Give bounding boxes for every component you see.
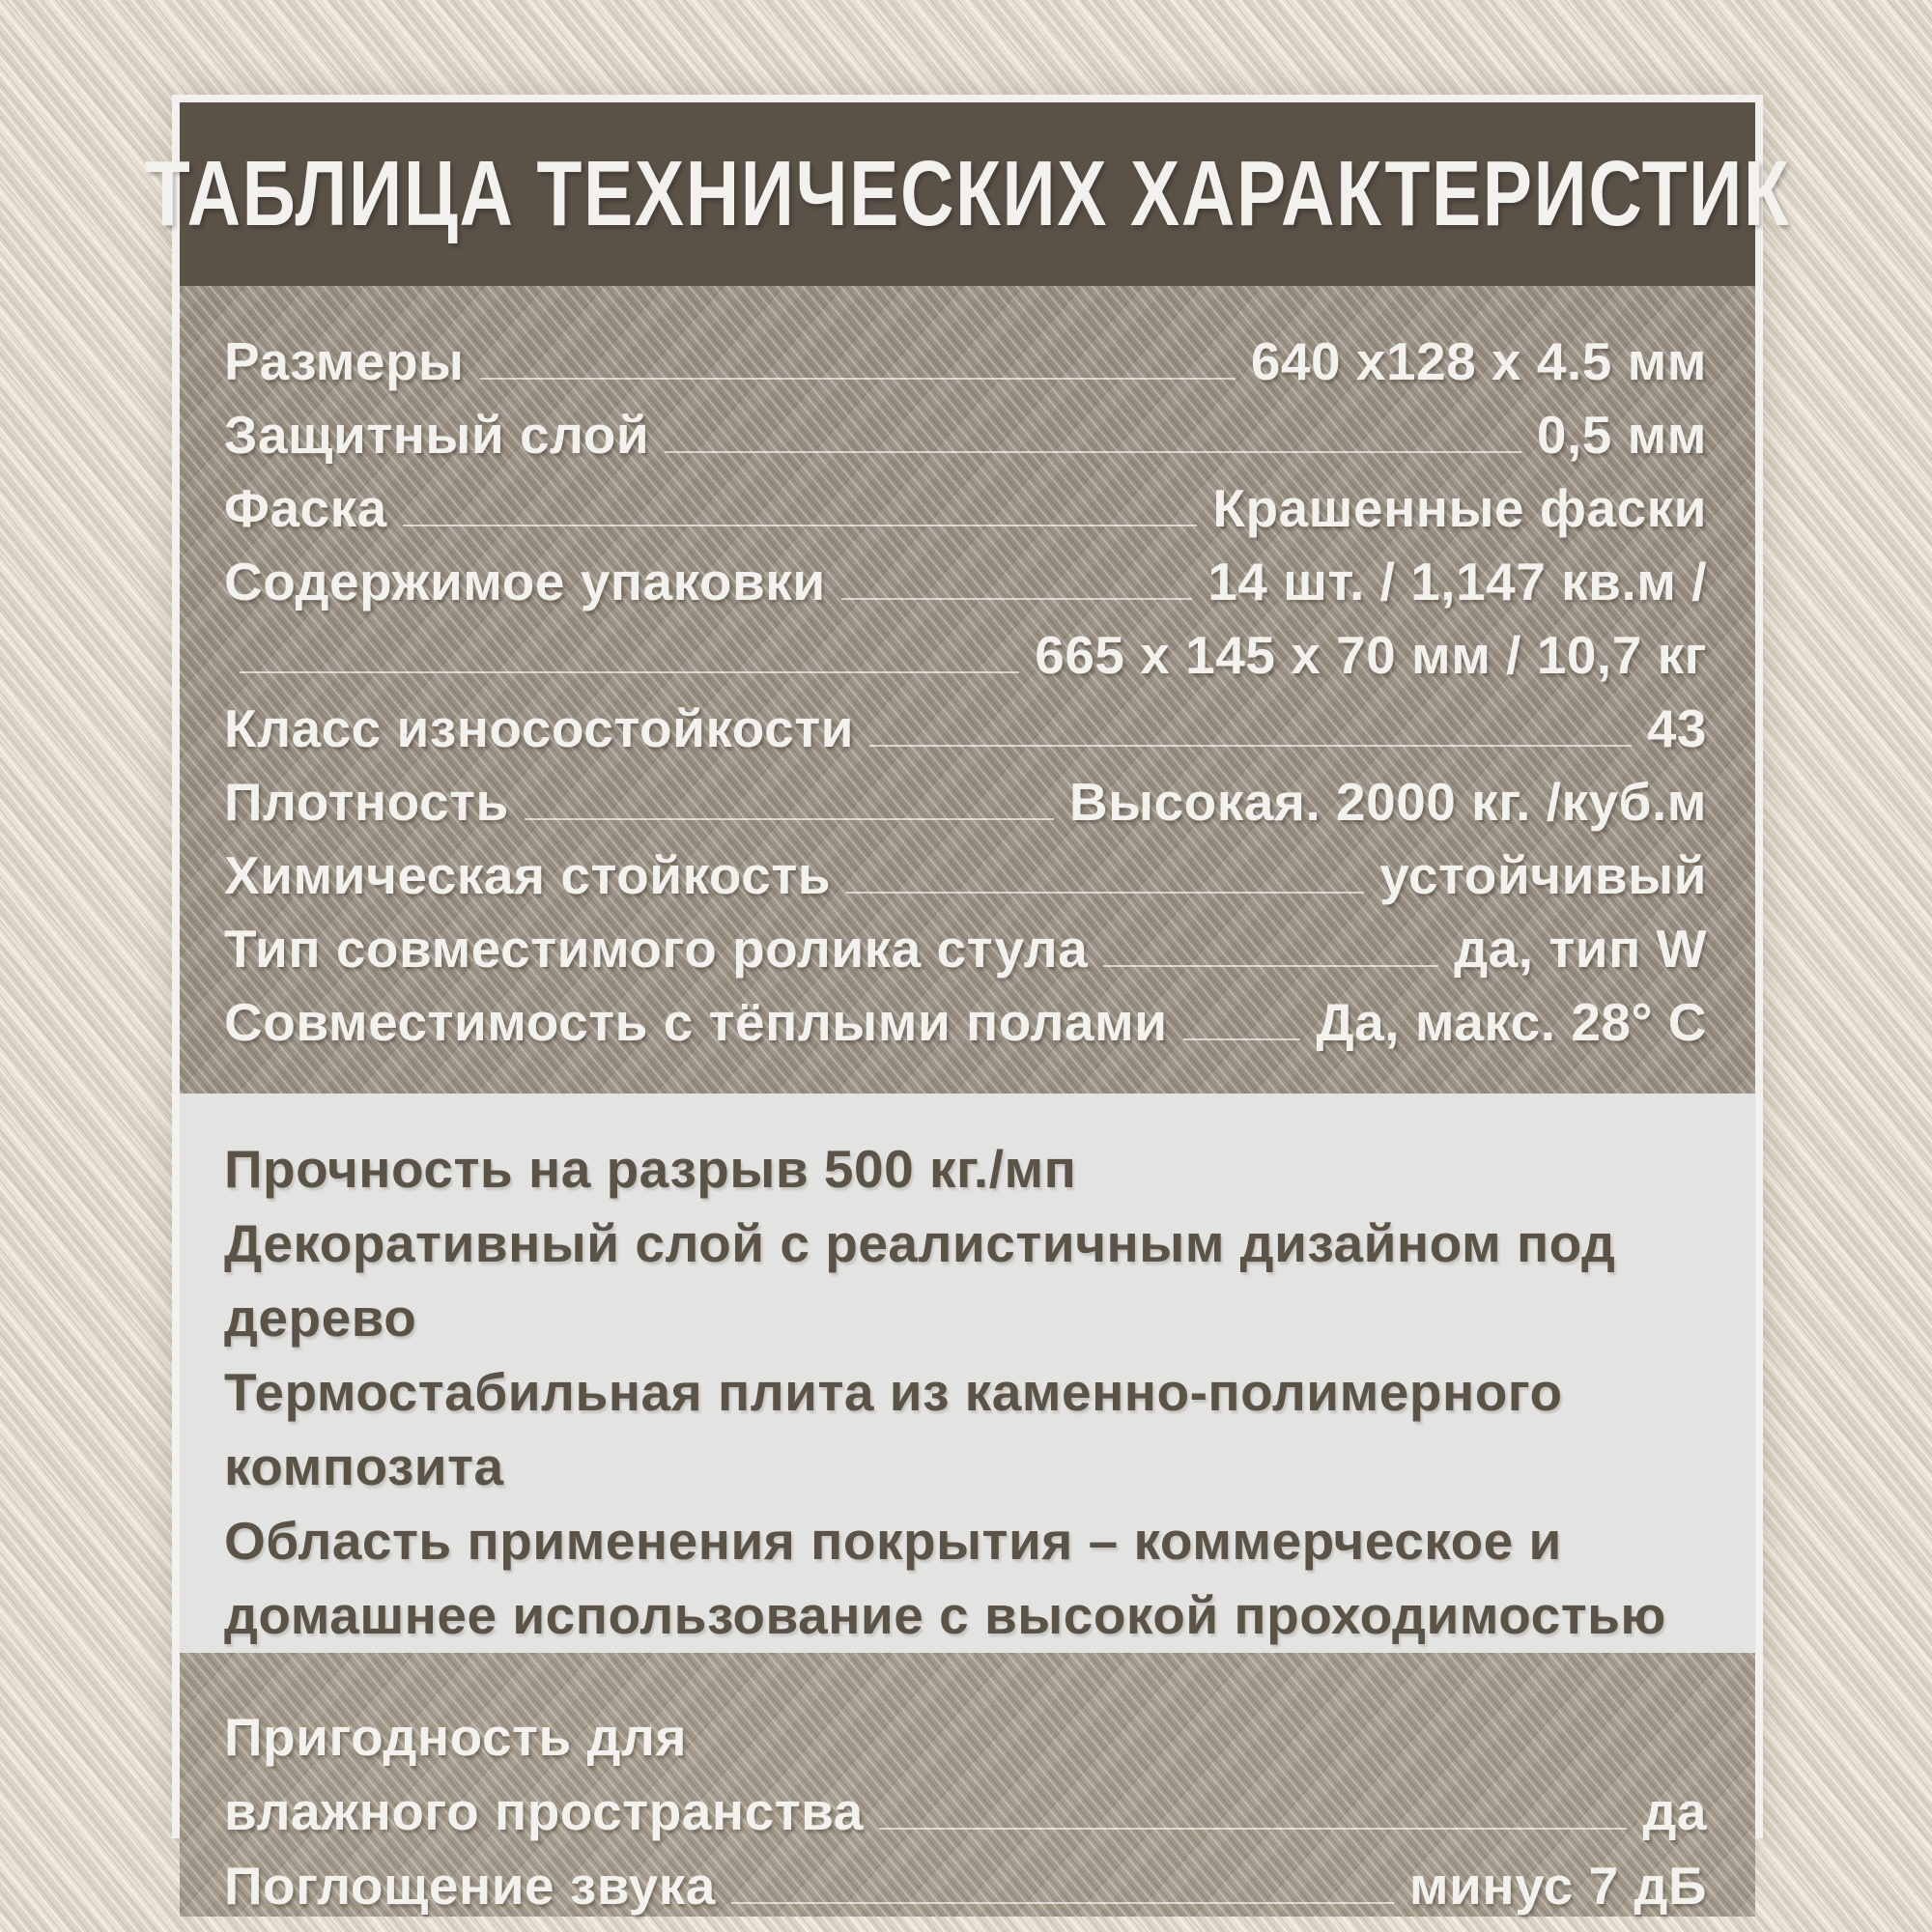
spec-value: Да, макс. 28° С xyxy=(1316,992,1707,1052)
spec-value: 665 х 145 х 70 мм / 10,7 кг xyxy=(1035,625,1707,685)
spec-row-underfloor-heating xyxy=(224,980,1707,1053)
spec-value: 14 шт. / 1,147 кв.м / xyxy=(1208,552,1707,611)
spec-row-sound-absorption xyxy=(224,1842,1707,1917)
spec-row-density xyxy=(224,759,1707,833)
leader-line xyxy=(525,818,1054,820)
spec-value: 640 х128 х 4.5 мм xyxy=(1250,331,1707,391)
specs-section xyxy=(180,286,1755,1094)
leader-line xyxy=(480,378,1236,380)
leader-line xyxy=(240,671,1019,673)
spec-value: Крашенные фаски xyxy=(1212,478,1707,538)
spec-label: Химическая стойкость xyxy=(224,845,832,905)
spec-row-protective-layer xyxy=(224,392,1707,466)
spec-value: да xyxy=(1642,1781,1707,1841)
spec-label: влажного пространства xyxy=(224,1781,864,1841)
spec-value: 0,5 мм xyxy=(1536,405,1707,465)
leader-line xyxy=(846,892,1364,894)
spec-label: Размеры xyxy=(224,331,465,391)
leader-line xyxy=(879,1828,1628,1830)
spec-label: Совместимость с тёплыми полами xyxy=(224,992,1168,1052)
spec-row-wet-room-label xyxy=(224,1693,1707,1768)
spec-value: Высокая. 2000 кг. /куб.м xyxy=(1068,772,1707,832)
spec-label: Плотность xyxy=(224,772,509,832)
spec-value: устойчивый xyxy=(1379,845,1707,905)
spec-label: Класс износостойкости xyxy=(224,698,854,758)
spec-label: Содержимое упаковки xyxy=(224,552,826,611)
leader-line xyxy=(665,451,1521,453)
spec-label: Поглощение звука xyxy=(224,1856,716,1916)
spec-value: да, тип W xyxy=(1454,919,1707,979)
feature-line-decorative-layer: Декоративный слой с реалистичным дизайном под дерево xyxy=(224,1213,1616,1348)
spec-row-dimensions xyxy=(224,319,1707,392)
feature-line-application-area: Область применения покрытия – коммерческое и домашнее использование с высокой проходимостью xyxy=(224,1511,1666,1645)
spec-label: Пригодность для xyxy=(224,1707,688,1767)
feature-line-tensile-strength: Прочность на разрыв 500 кг./мп xyxy=(224,1139,1077,1199)
spec-row-package-contents xyxy=(224,539,1707,612)
spec-card xyxy=(144,95,1791,1916)
header-bar xyxy=(144,102,1791,286)
spec-row-wet-room-value xyxy=(224,1768,1707,1842)
spec-row-chemical-resistance xyxy=(224,833,1707,906)
leader-line xyxy=(731,1902,1394,1904)
page-title: ТАБЛИЦА ТЕХНИЧЕСКИХ ХАРАКТЕРИСТИК xyxy=(144,142,1791,245)
leader-line xyxy=(841,598,1193,600)
spec-value: минус 7 дБ xyxy=(1408,1856,1707,1916)
spec-row-wear-class xyxy=(224,686,1707,759)
leader-line xyxy=(869,745,1632,747)
spec-label: Тип совместимого ролика стула xyxy=(224,919,1089,979)
spec-value: 43 xyxy=(1646,698,1707,758)
spec-row-package-contents-line2 xyxy=(224,612,1707,686)
spec-label: Защитный слой xyxy=(224,405,650,465)
feature-line-thermostable-board: Термостабильная плита из каменно-полимерного композита xyxy=(224,1362,1563,1496)
spec-row-bevel xyxy=(224,466,1707,539)
spec-row-chair-roller xyxy=(224,906,1707,980)
bottom-section xyxy=(180,1653,1755,1917)
leader-line xyxy=(1103,965,1438,967)
leader-line xyxy=(1183,1038,1301,1040)
features-section xyxy=(180,1094,1755,1653)
leader-line xyxy=(403,525,1198,526)
spec-label: Фаска xyxy=(224,478,387,538)
